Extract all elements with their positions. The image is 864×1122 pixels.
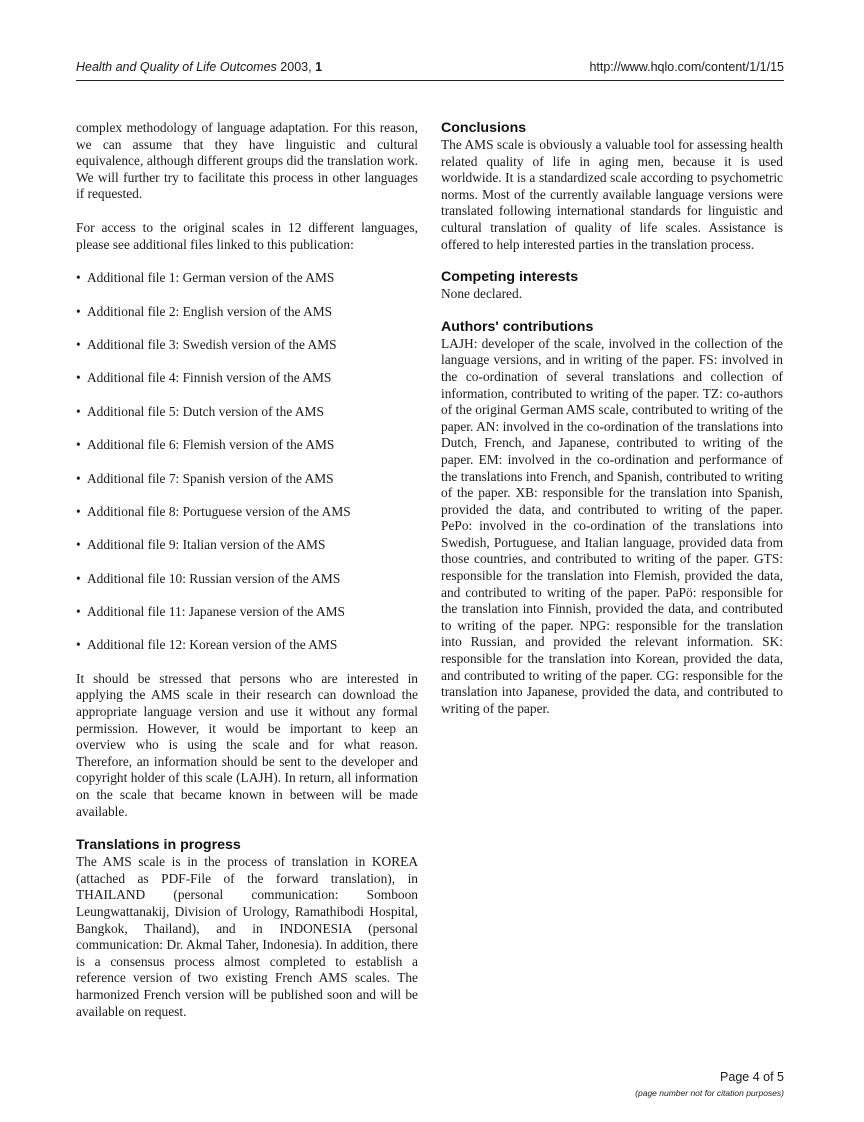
- translations-paragraph: The AMS scale is in the process of translation in KOREA (attached as PDF-File of the forward translation), in THAILAND (personal communication: Somboon Leungwattanakij, Division of Urology, Ramathibodi Hospital, Bangkok, Thailand), and in INDONESIA (personal communication: Dr. Akmal Taher, Indonesia). In addition, there is a consensus process almost completed to establish a reference version of two existing French AMS scales. The harmonized French version will be published soon and will be available on request.: [76, 854, 418, 1019]
- translations-heading: Translations in progress: [76, 837, 241, 854]
- additional-file-label: Additional file 11: Japanese version of the AMS: [87, 604, 345, 620]
- access-paragraph: For access to the original scales in 12 different languages, please see additional files linked to this publication:: [76, 219, 418, 252]
- competing-interests-paragraph: None declared.: [441, 286, 523, 302]
- page-header: [76, 56, 784, 80]
- intro-paragraph: complex methodology of language adaptation. For this reason, we can assume that they have linguistic and cultural equivalence, although different groups did the translation work. We will further try to facilitate this process in other languages if requested.: [76, 120, 418, 202]
- additional-file-item[interactable]: • Additional file 5: Dutch version of the AMS: [76, 403, 324, 419]
- conclusions-paragraph: The AMS scale is obviously a valuable tool for assessing health related quality of life in aging men, because it is used worldwide. It is a standardized scale according to psychometric norms. Most of the currently available language versions were translated following international standards for linguistic and cultural translation of quality of life scales. Assistance is offered to help interested parties in the translation process.: [441, 137, 783, 252]
- additional-file-item[interactable]: • Additional file 7: Spanish version of the AMS: [76, 470, 334, 486]
- page-footer: [635, 1070, 784, 1098]
- page-number: Page 4 of 5: [720, 1070, 784, 1084]
- additional-file-label: Additional file 10: Russian version of the AMS: [87, 570, 341, 586]
- additional-file-item[interactable]: • Additional file 12: Korean version of the AMS: [76, 637, 338, 653]
- journal-name: Health and Quality of Life Outcomes: [76, 60, 277, 74]
- additional-files-list: [76, 270, 418, 654]
- page-number-note: (page number not for citation purposes): [635, 1088, 784, 1098]
- additional-file-item[interactable]: • Additional file 11: Japanese version of the AMS: [76, 604, 345, 620]
- additional-file-label: Additional file 12: Korean version of the AMS: [87, 637, 338, 653]
- contributions-paragraph: LAJH: developer of the scale, involved in the collection of the language versions, and in writing of the paper. FS: involved in the co-ordination of several translations and collection of information, contributed to writing of the paper. TZ: co-authors of the original German AMS scale, contributed to writing of the paper. AN: involved in the co-ordination of the translations into Dutch, French, and Japanese, contributed to writing of the paper. EM: involved in the co-ordination and performance of the translations into French, and Spanish, contributed to writing of the paper. XB: responsible for the translation into Spanish, provided the data, and contributed to writing of the paper. PePo: involved in the co-ordination of the translations into Swedish, Portuguese, and Italian language, provided data from those countries, and contributed to writing of the paper. GTS: responsible for the translation into Flemish, provided the data, and contributed to writing of the paper. PaPö: responsible for the translation into Finnish, provided the data, and contributed to writing of the paper. NPG: responsible for the translation into Russian, and provided the relevant information. SK: responsible for the translation into Korean, provided the data, and contributed to writing of the paper. CG: responsible for the translation into Japanese, provided the data, and contributed to writing of the paper.: [441, 335, 783, 716]
- competing-interests-heading: Competing interests: [441, 269, 579, 286]
- article-url[interactable]: http://www.hqlo.com/content/1/1/15: [589, 60, 784, 74]
- competing-interests-section: [441, 269, 783, 303]
- additional-file-item[interactable]: • Additional file 10: Russian version of the AMS: [76, 570, 341, 586]
- left-column: [76, 120, 418, 1036]
- additional-file-label: Additional file 4: Finnish version of the AMS: [87, 370, 332, 386]
- additional-file-item[interactable]: • Additional file 2: English version of the AMS: [76, 303, 333, 319]
- journal-year: 2003,: [280, 60, 312, 74]
- conclusions-section: [441, 120, 783, 253]
- contributions-section: [441, 319, 783, 718]
- header-rule: [76, 80, 784, 81]
- additional-file-item[interactable]: • Additional file 9: Italian version of the AMS: [76, 537, 326, 553]
- stress-paragraph: It should be stressed that persons who are interested in applying the AMS scale in their research can download the appropriate language version and use it without any formal permission. However, it would be important to keep an overview who is using the scale and for what reason. Therefore, an information should be sent to the developer and copyright holder of this scale (LAJH). In return, all information on the scale that became known in between will be made available.: [76, 670, 418, 819]
- additional-file-label: Additional file 9: Italian version of the AMS: [87, 537, 326, 553]
- additional-file-label: Additional file 3: Swedish version of the AMS: [87, 336, 337, 352]
- additional-file-label: Additional file 5: Dutch version of the AMS: [87, 403, 324, 419]
- contributions-heading: Authors' contributions: [441, 318, 594, 335]
- additional-file-item[interactable]: • Additional file 6: Flemish version of the AMS: [76, 437, 335, 453]
- additional-file-label: Additional file 6: Flemish version of the AMS: [87, 437, 335, 453]
- additional-file-item[interactable]: • Additional file 4: Finnish version of the AMS: [76, 370, 332, 386]
- journal-citation: [76, 60, 322, 74]
- journal-volume: 1: [315, 60, 323, 74]
- additional-file-label: Additional file 1: German version of the AMS: [87, 270, 335, 286]
- conclusions-heading: Conclusions: [441, 120, 527, 136]
- translations-section: [76, 837, 418, 1020]
- additional-file-label: Additional file 7: Spanish version of the AMS: [87, 470, 334, 486]
- additional-file-label: Additional file 2: English version of the AMS: [87, 303, 333, 319]
- additional-file-item[interactable]: • Additional file 8: Portuguese version of the AMS: [76, 503, 351, 519]
- additional-file-label: Additional file 8: Portuguese version of the AMS: [87, 503, 351, 519]
- additional-file-item[interactable]: • Additional file 1: German version of the AMS: [76, 270, 335, 286]
- additional-file-item[interactable]: • Additional file 3: Swedish version of the AMS: [76, 336, 337, 352]
- right-column: [441, 120, 783, 733]
